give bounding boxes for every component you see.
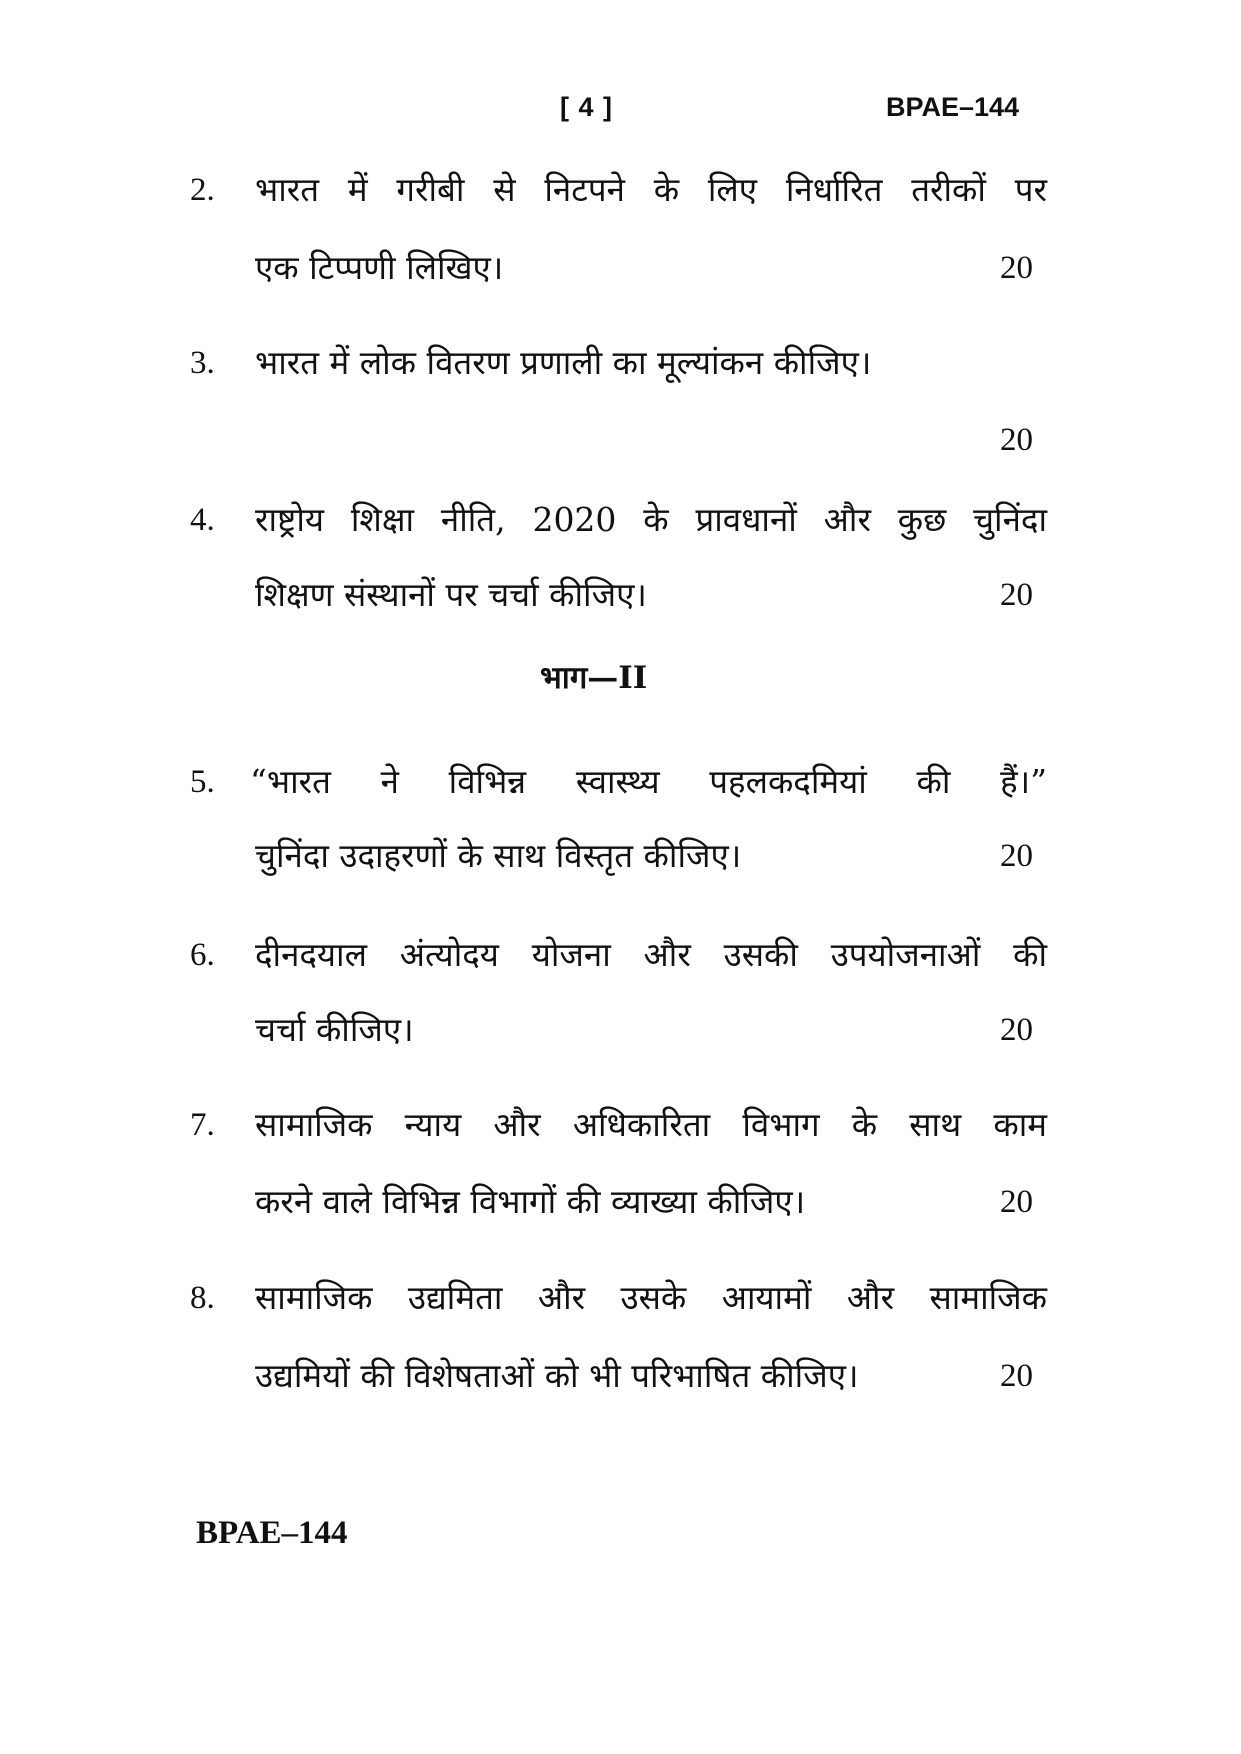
question-text-line: भारत में गरीबी से निटपने के लिए निर्धारित तरीकों पर [255,170,1047,209]
question-marks: 20 [1000,1358,1033,1394]
question-text-line: “भारत ने विभिन्न स्वास्थ्य पहलकदमियां की हैं।” [250,762,1047,801]
question-text-line: सामाजिक उद्यमिता और उसके आयामों और सामाजिक [255,1278,1047,1317]
question-number: 3. [190,345,215,381]
question-marks: 20 [1000,577,1033,613]
question-marks: 20 [1000,250,1033,286]
page-number: [ 4 ] [560,92,614,122]
question-text-line: दीनदयाल अंत्योदय योजना और उसकी उपयोजनाओं की [255,935,1047,974]
question-text-line: शिक्षण संस्थानों पर चर्चा कीजिए। [255,575,647,614]
question-text-line: चर्चा कीजिए। [255,1010,414,1049]
question-text-line: सामाजिक न्याय और अधिकारिता विभाग के साथ काम [255,1105,1047,1144]
question-number: 5. [190,764,215,800]
question-number: 2. [190,172,215,208]
question-marks: 20 [1000,1184,1033,1220]
question-number: 8. [190,1280,215,1316]
paper-code-footer: BPAE–144 [196,1515,348,1551]
question-marks: 20 [1000,838,1033,874]
question-text-line: करने वाले विभिन्न विभागों की व्याख्या कीजिए। [255,1182,806,1221]
question-text-line: उद्यमियों की विशेषताओं को भी परिभाषित कीजिए। [255,1356,859,1395]
question-text-line: भारत में लोक वितरण प्रणाली का मूल्यांकन कीजिए। [255,343,872,382]
question-text-line: एक टिप्पणी लिखिए। [255,248,504,287]
paper-code-header: BPAE–144 [886,92,1020,122]
question-number: 7. [190,1107,215,1143]
question-text-line: राष्ट्रोय शिक्षा नीति, 2020 के प्रावधानों और कुछ चुनिंदा [255,500,1047,539]
question-marks: 20 [1000,1012,1033,1048]
section-title: भाग—II [540,660,648,696]
question-text-line: चुनिंदा उदाहरणों के साथ विस्तृत कीजिए। [255,836,742,875]
question-marks: 20 [1000,422,1033,458]
question-number: 4. [190,502,215,538]
question-number: 6. [190,937,215,973]
